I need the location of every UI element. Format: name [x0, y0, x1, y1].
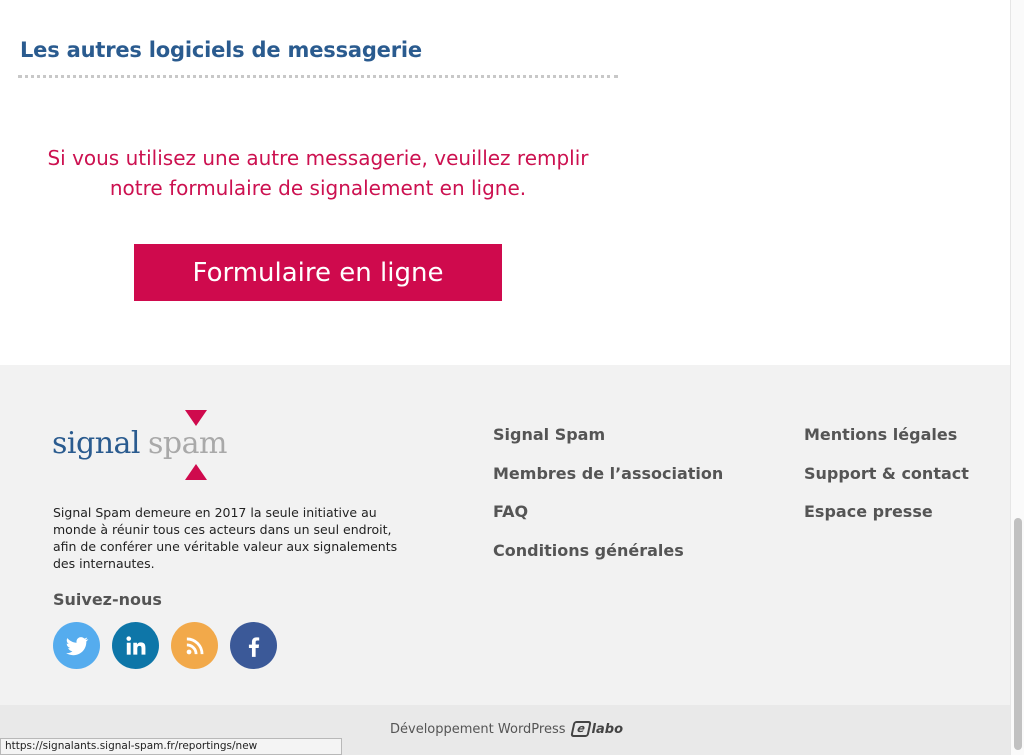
- scrollbar-thumb[interactable]: [1014, 518, 1022, 750]
- logo-word-spam: spam: [148, 426, 227, 461]
- footer-link-support[interactable]: Support & contact: [804, 463, 969, 483]
- rss-icon: [182, 633, 208, 659]
- follow-us-title: Suivez-nous: [53, 590, 162, 609]
- facebook-icon: [241, 633, 267, 659]
- online-form-button[interactable]: Formulaire en ligne: [134, 244, 502, 301]
- footer: [0, 365, 1010, 705]
- facebook-link[interactable]: [230, 622, 277, 669]
- logo-word-signal: signal: [52, 426, 140, 461]
- footer-link-terms[interactable]: Conditions générales: [493, 540, 684, 560]
- linkedin-icon: [123, 633, 149, 659]
- about-text: Signal Spam demeure en 2017 la seule initiative au monde à réunir tous ces acteurs dans un seul endroit, afin de conférer une véritable valeur aux signalements des internautes.: [53, 505, 398, 571]
- section-title: Les autres logiciels de messagerie: [20, 38, 422, 62]
- rss-link[interactable]: [171, 622, 218, 669]
- footer-link-press[interactable]: Espace presse: [804, 502, 933, 521]
- elabo-label: labo: [591, 721, 623, 737]
- social-links: [53, 622, 277, 669]
- main-content: [0, 0, 1010, 365]
- info-message: [18, 143, 618, 203]
- scrollbar[interactable]: [1010, 0, 1024, 755]
- signal-spam-logo[interactable]: [52, 410, 252, 480]
- elabo-logo[interactable]: [572, 721, 623, 737]
- credit-text: Développement WordPress: [390, 721, 566, 737]
- info-message-line-2: notre formulaire de signalement en ligne.: [109, 176, 527, 200]
- info-message-line-1: Si vous utilisez une autre messagerie, veuillez remplir: [47, 146, 589, 170]
- twitter-link[interactable]: [53, 622, 100, 669]
- credit: [390, 721, 623, 737]
- footer-link-members[interactable]: Membres de l’association: [493, 463, 724, 483]
- footer-link-faq[interactable]: FAQ: [493, 502, 529, 521]
- linkedin-link[interactable]: [112, 622, 159, 669]
- footer-links-column-1: [493, 425, 723, 579]
- dotted-divider: [18, 75, 618, 78]
- footer-link-signal-spam[interactable]: Signal Spam: [493, 425, 606, 444]
- status-bar-url: https://signalants.signal-spam.fr/reportings/new: [0, 738, 342, 755]
- footer-links-column-2: [804, 425, 969, 541]
- logo-triangle-top-icon: [185, 410, 207, 426]
- elabo-e-icon: e: [570, 721, 591, 737]
- logo-triangle-bottom-icon: [185, 464, 207, 480]
- footer-link-legal[interactable]: Mentions légales: [804, 425, 958, 444]
- twitter-icon: [64, 633, 90, 659]
